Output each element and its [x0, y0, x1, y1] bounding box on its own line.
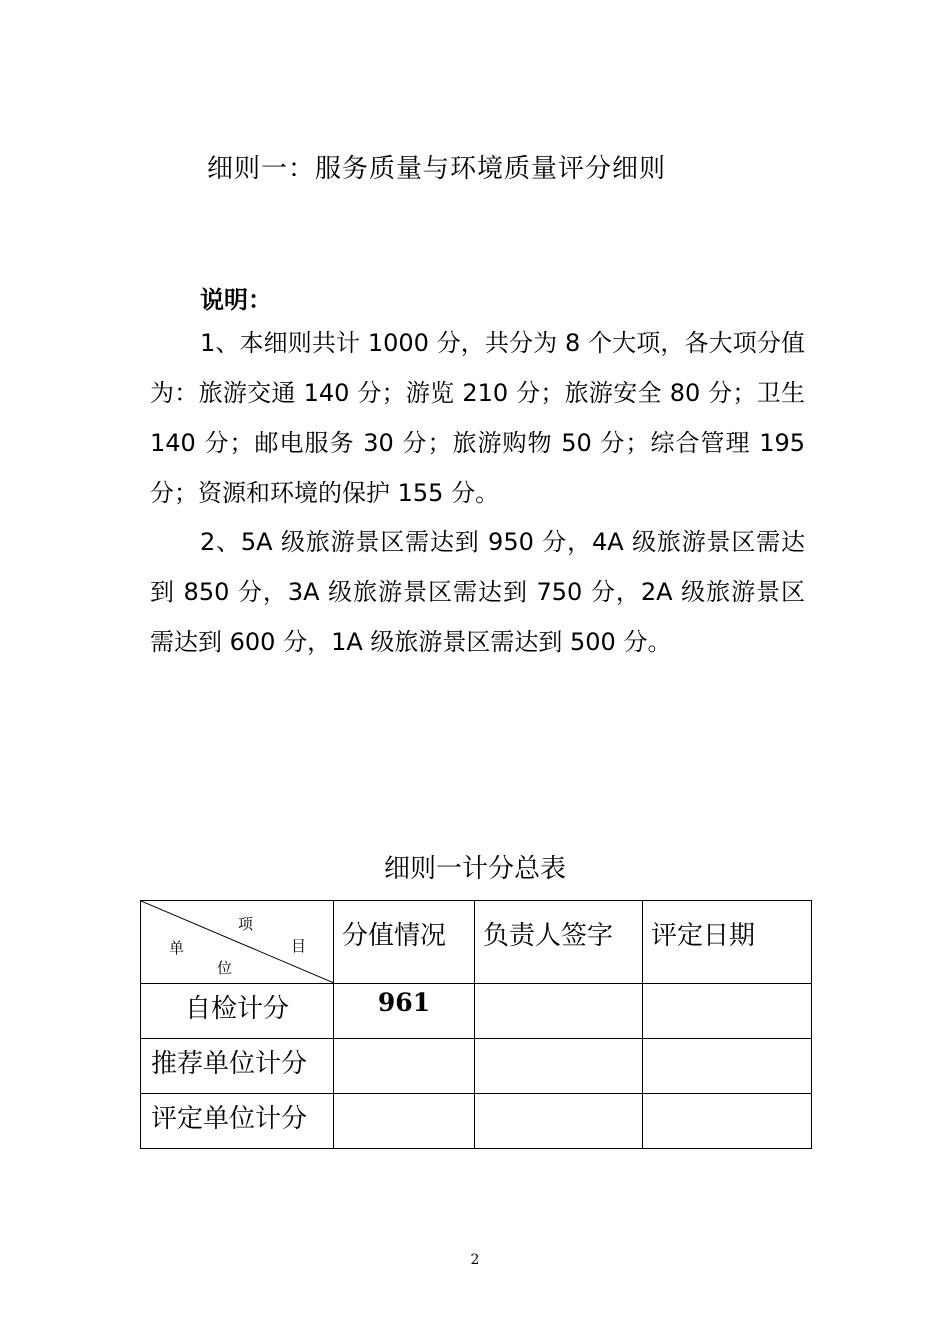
table-row	[141, 984, 812, 1039]
header-signature	[475, 901, 643, 984]
row-label: 自检计分	[184, 994, 289, 1024]
note-paragraph-1: 1、本细则共计 1000 分，共分为 8 个大项，各大项分值为：旅游交通 140 分；游览 210 分；旅游安全 80 分；卫生 140 分；邮电服务 30 分；旅游购物 50 分；综合管理 195 分；资源和环境的保护 155 分。	[150, 329, 805, 507]
score-cell	[334, 984, 475, 1039]
signature-cell	[475, 984, 643, 1039]
document-title: 细则一：服务质量与环境质量评分细则	[207, 154, 667, 184]
diagonal-corner-cell	[141, 901, 334, 984]
score-summary-table	[140, 900, 812, 1149]
corner-label-unit-1: 单	[169, 939, 185, 957]
signature-cell	[475, 1094, 643, 1149]
score-cell	[334, 1039, 475, 1094]
date-cell	[643, 984, 812, 1039]
row-label-cell	[141, 984, 334, 1039]
header-score-label: 分值情况	[342, 921, 447, 951]
row-label: 推荐单位计分	[151, 1049, 308, 1079]
score-value: 961	[377, 988, 431, 1017]
corner-label-item-1: 项	[238, 915, 254, 933]
score-value	[334, 1039, 474, 1043]
notes-heading: 说明：	[200, 286, 272, 314]
score-cell	[334, 1094, 475, 1149]
page-number: 2	[470, 1252, 480, 1268]
date-cell	[643, 1039, 812, 1094]
table-row	[141, 1094, 812, 1149]
header-date	[643, 901, 812, 984]
header-date-label: 评定日期	[651, 921, 756, 951]
header-signature-label: 负责人签字	[483, 921, 614, 951]
table-header-row	[141, 901, 812, 984]
table-title: 细则一计分总表	[383, 854, 566, 884]
table-row	[141, 1039, 812, 1094]
header-score	[334, 901, 475, 984]
date-cell	[643, 1094, 812, 1149]
score-value	[334, 1094, 474, 1098]
row-label: 评定单位计分	[151, 1104, 308, 1134]
note-paragraph-2: 2、5A 级旅游景区需达到 950 分，4A 级旅游景区需达到 850 分，3A 级旅游景区需达到 750 分，2A 级旅游景区需达到 600 分，1A 级旅游景区需达到 500 分。	[150, 528, 805, 656]
signature-cell	[475, 1039, 643, 1094]
corner-label-item-2: 目	[291, 937, 307, 955]
row-label-cell	[141, 1094, 334, 1149]
corner-label-unit-2: 位	[217, 959, 233, 977]
row-label-cell	[141, 1039, 334, 1094]
